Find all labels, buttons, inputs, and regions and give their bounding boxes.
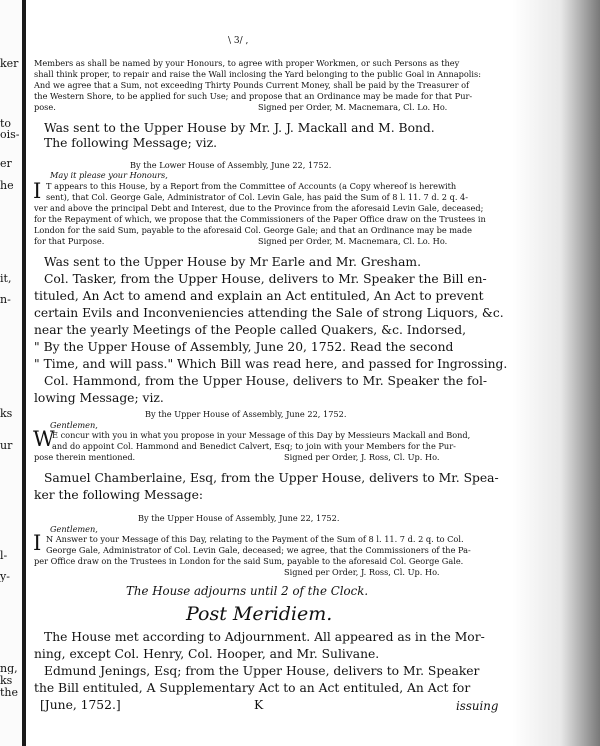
text-line: sent), that Col. George Gale, Administrator of Col. Levin Gale, has paid the Sum of 8 l. 11. 7 d. 2 q. 4- [46,192,469,202]
signature-line: Signed per Order, J. Ross, Cl. Up. Ho. [284,567,440,577]
salutation: May it please your Honours, [50,170,168,180]
drop-cap: I [33,179,42,203]
margin-fragment: l- [0,550,8,561]
section-heading: Post Meridiem. [186,603,333,625]
text-line: T appears to this House, by a Report from the Committee of Accounts (a Copy whereof is herewith [46,181,457,191]
text-line: The House met according to Adjournment. All appeared as in the Mor- [44,630,485,644]
text-line: tituled, An Act to amend and explain an Act entituled, An Act to prevent [34,289,484,303]
salutation: Gentlemen, [50,420,98,430]
text-line: certain Evils and Inconveniencies attending the Sale of strong Liquors, &c. [34,306,504,320]
text-line: N Answer to your Message of this Day, relating to the Payment of the Sum of 8 l. 11. 7 d. 2 q. to Col. [46,534,464,544]
signature-line: Signed per Order, J. Ross, Cl. Up. Ho. [284,452,440,462]
text-line: Edmund Jenings, Esq; from the Upper House, delivers to Mr. Speaker [44,664,480,678]
text-line: ning, except Col. Henry, Col. Hooper, and Mr. Sulivane. [34,647,380,661]
signature-mark: K [254,698,264,712]
dateline: By the Lower House of Assembly, June 22, 1752. [130,160,332,170]
text-line: London for the said Sum, payable to the aforesaid Col. George Gale; and that an Ordinance may be made [34,225,472,235]
text-line: Col. Tasker, from the Upper House, delivers to Mr. Speaker the Bill en- [44,272,487,286]
text-line: ver and above the principal Debt and Interest, due to the Province from the aforesaid Levin Gale, deceased; [34,203,484,213]
margin-fragment: y- [0,571,10,582]
text-line: and do appoint Col. Hammond and Benedict Calvert, Esq; to join with your Members for the Pur- [52,441,456,451]
text-line: E concur with you in what you propose in your Message of this Day by Messieurs Mackall and Bond, [52,430,471,440]
dateline: By the Upper House of Assembly, June 22, 1752. [138,513,340,523]
text-line: The following Message; viz. [44,136,217,150]
text-line: per Office draw on the Trustees in London for the said Sum, payable to the aforesaid Col. George Gale. [34,556,464,566]
drop-cap: I [33,531,42,555]
margin-fragment: n- [0,294,11,305]
text-line: lowing Message; viz. [34,391,164,405]
text-line: Members as shall be named by your Honours, to agree with proper Workmen, or such Persons as they [34,58,460,68]
margin-fragment: he [0,180,14,191]
text-line: " Time, and will pass." Which Bill was read here, and passed for Ingrossing. [34,357,508,371]
text-line: Was sent to the Upper House by Mr Earle and Mr. Gresham. [44,255,421,269]
text-line: pose therein mentioned. [34,452,136,462]
signature-line: Signed per Order, M. Macnemara, Cl. Lo. Ho. [258,102,448,112]
footer-date: [June, 1752.] [40,698,121,712]
text-line: ker the following Message: [34,488,204,502]
text-line: the Western Shore, to be applied for such Use; and propose that an Ordinance may be made for that Pur- [34,91,473,101]
text-line: pose. [34,102,56,112]
text-line: the Bill entituled, A Supplementary Act to an Act entituled, An Act for [34,681,471,695]
binding-edge [22,0,26,746]
margin-fragment: ker [0,58,19,69]
text-line: Samuel Chamberlaine, Esq, from the Upper House, delivers to Mr. Spea- [44,471,499,485]
text-line: " By the Upper House of Assembly, June 20, 1752. Read the second [34,340,454,354]
margin-fragment: ur [0,440,13,451]
catchword: issuing [456,699,499,713]
signature-line: Signed per Order, M. Macnemara, Cl. Lo. Ho. [258,236,448,246]
text-line: for that Purpose. [34,236,105,246]
text-line: And we agree that a Sum, not exceeding Thirty Pounds Current Money, shall be paid by the Treasurer of [34,80,470,90]
dateline: By the Upper House of Assembly, June 22, 1752. [145,409,347,419]
margin-fragment: it, [0,273,12,284]
text-line: for the Repayment of which, we propose that the Commissioners of the Paper Office draw on the Trustees in [34,214,486,224]
margin-fragment: ois- [0,129,20,140]
drop-cap: W [33,427,55,451]
page-curl-shadow [512,0,600,746]
margin-fragment: the [0,687,19,698]
text-line: Col. Hammond, from the Upper House, delivers to Mr. Speaker the fol- [44,374,488,388]
page-header-mark: \ 3/ , [228,36,249,46]
text-line: shall think proper, to repair and raise the Wall inclosing the Yard belonging to the public Goal in Annapolis: [34,69,481,79]
text-line: Was sent to the Upper House by Mr. J. J. Mackall and M. Bond. [44,121,435,135]
salutation: Gentlemen, [50,524,98,534]
margin-fragment: ng, [0,663,18,674]
margin-fragment: to [0,118,12,129]
adjournment-line: The House adjourns until 2 of the Clock. [126,584,369,598]
margin-fragment: ks [0,408,13,419]
text-line: near the yearly Meetings of the People called Quakers, &c. Indorsed, [34,323,467,337]
margin-fragment: ks [0,675,13,686]
text-line: George Gale, Administrator of Col. Levin Gale, deceased; we agree, that the Commissioners of the Pa- [46,545,471,555]
margin-fragment: er [0,158,12,169]
